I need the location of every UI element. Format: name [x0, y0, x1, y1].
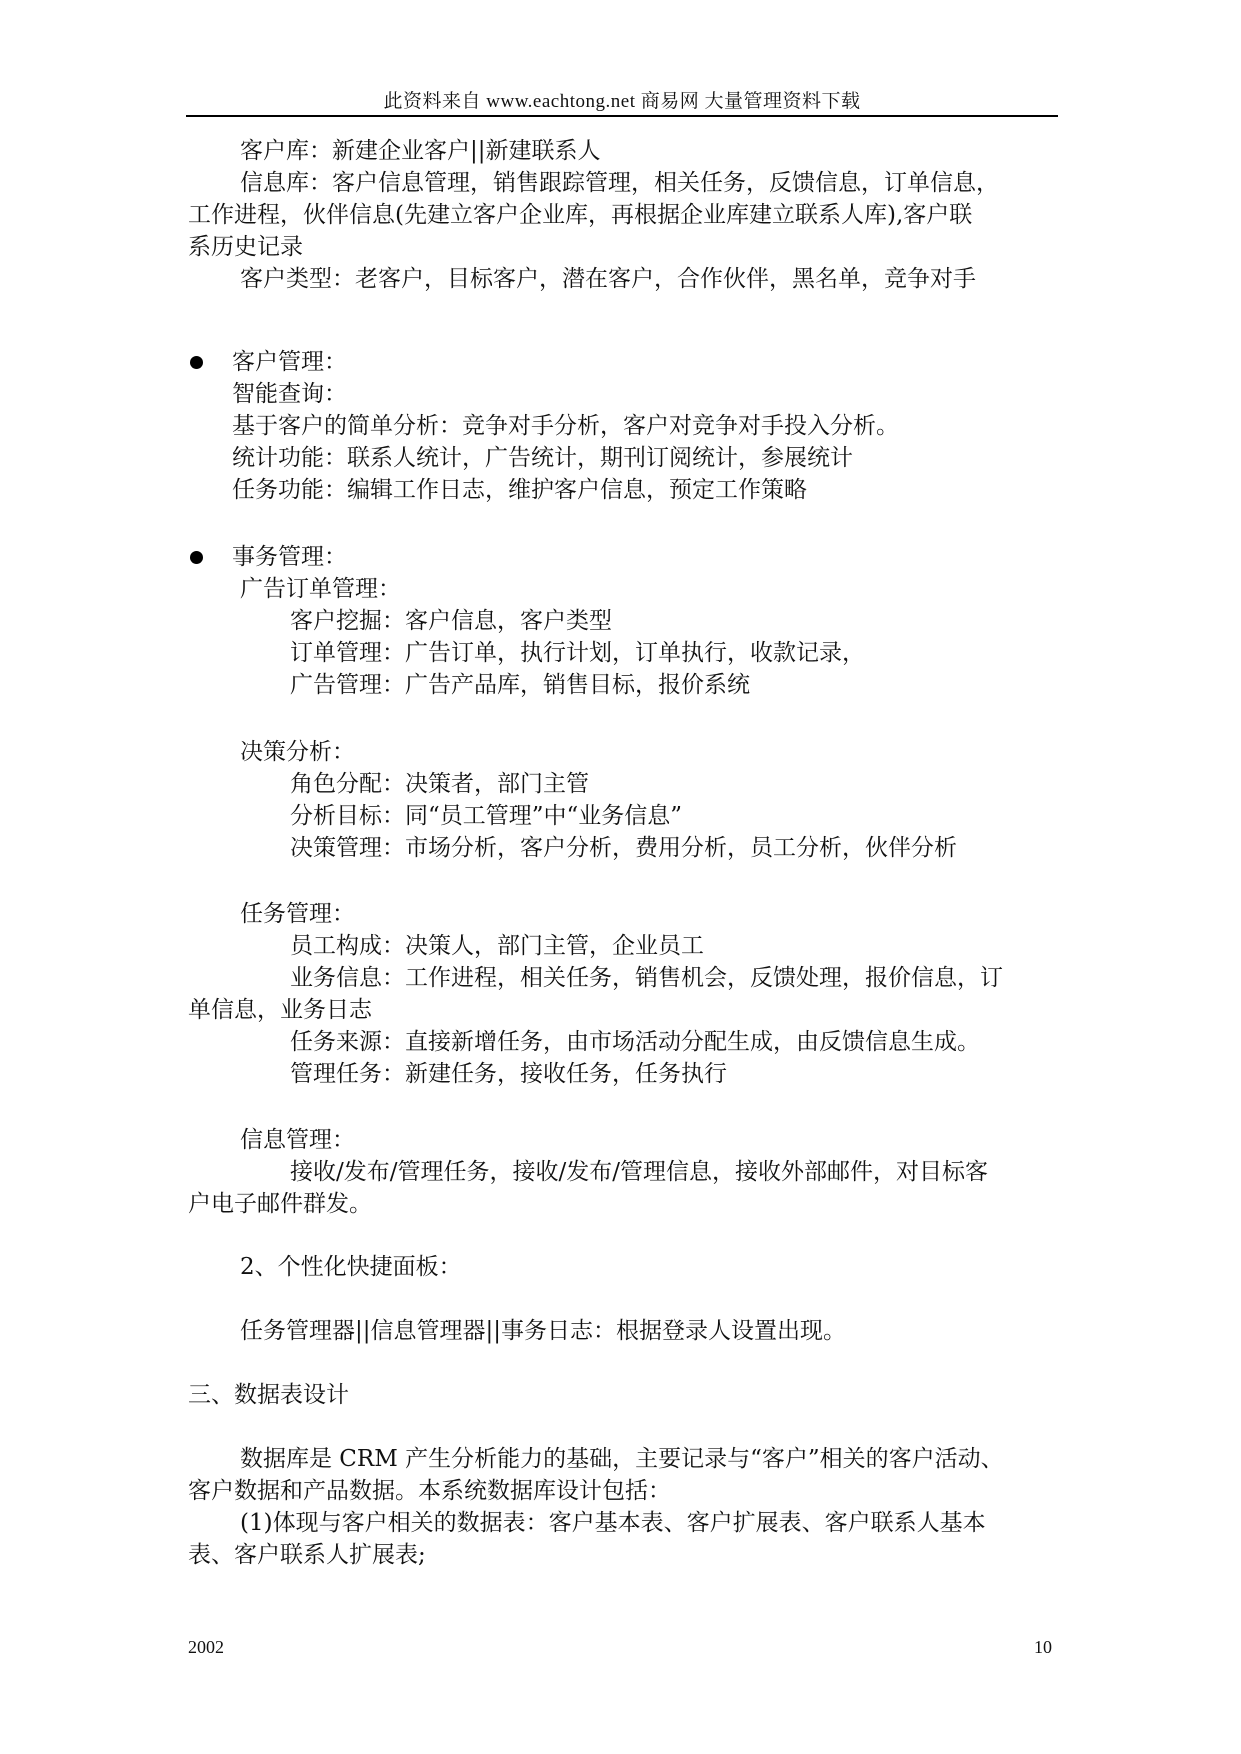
footer-year: 2002: [188, 1637, 224, 1657]
text-line: 户电子邮件群发。: [188, 1191, 372, 1217]
list-item: 智能查询：: [232, 381, 347, 407]
list-item: 任务功能：编辑工作日志，维护客户信息，预定工作策略: [232, 477, 807, 503]
text-line: 客户库：新建企业客户||新建联系人: [240, 138, 601, 164]
list-item: 角色分配：决策者，部门主管: [290, 771, 589, 797]
subsection-title: 信息管理：: [240, 1127, 355, 1153]
list-item: 订单管理：广告订单，执行计划，订单执行，收款记录，: [290, 640, 865, 666]
text-line: 工作进程，伙伴信息(先建立客户企业库，再根据企业库建立联系人库),客户联: [188, 202, 973, 228]
list-item: 任务来源：直接新增任务，由市场活动分配生成，由反馈信息生成。: [290, 1029, 980, 1055]
text-line: 任务管理器||信息管理器||事务日志：根据登录人设置出现。: [240, 1318, 846, 1344]
text-line: 接收/发布/管理任务，接收/发布/管理信息，接收外部邮件，对目标客: [290, 1159, 988, 1185]
list-item: 基于客户的简单分析：竞争对手分析，客户对竞争对手投入分析。: [232, 413, 899, 439]
subsection-title: 决策分析：: [240, 739, 355, 765]
list-item: 分析目标：同“员工管理”中“业务信息”: [290, 803, 683, 829]
list-item: 管理任务：新建任务，接收任务，任务执行: [290, 1061, 727, 1087]
list-item: 广告管理：广告产品库，销售目标，报价系统: [290, 672, 750, 698]
subsection-title: 广告订单管理：: [240, 576, 401, 602]
subsection-title: 任务管理：: [240, 901, 355, 927]
bullet-icon: [190, 356, 203, 369]
section-heading: 事务管理：: [232, 544, 347, 570]
header-divider: [186, 115, 1058, 117]
list-item: 决策管理：市场分析，客户分析，费用分析，员工分析，伙伴分析: [290, 835, 957, 861]
list-item: 统计功能：联系人统计，广告统计，期刊订阅统计，参展统计: [232, 445, 853, 471]
list-item: 业务信息：工作进程，相关任务，销售机会，反馈处理，报价信息，订: [290, 965, 1003, 991]
text-line: (1)体现与客户相关的数据表：客户基本表、客户扩展表、客户联系人基本: [240, 1510, 986, 1536]
subsection-title: 2、个性化快捷面板：: [240, 1254, 462, 1280]
list-item: 客户挖掘：客户信息，客户类型: [290, 608, 612, 634]
page-number: 10: [1034, 1637, 1052, 1657]
text-line: 客户类型：老客户，目标客户，潜在客户，合作伙伴，黑名单，竞争对手: [240, 266, 976, 292]
list-item: 员工构成：决策人，部门主管，企业员工: [290, 933, 704, 959]
header-text: 此资料来自 www.eachtong.net 商易网 大量管理资料下载: [383, 91, 861, 112]
section-heading: 三、数据表设计: [188, 1382, 349, 1408]
list-item: 单信息，业务日志: [188, 997, 372, 1023]
section-heading: 客户管理：: [232, 349, 347, 375]
bullet-icon: [190, 551, 203, 564]
text-line: 客户数据和产品数据。本系统数据库设计包括：: [188, 1478, 671, 1504]
text-line: 信息库：客户信息管理，销售跟踪管理，相关任务，反馈信息，订单信息，: [240, 170, 999, 196]
text-line: 数据库是 CRM 产生分析能力的基础，主要记录与“客户”相关的客户活动、: [240, 1446, 1004, 1472]
text-line: 系历史记录: [188, 234, 303, 260]
text-line: 表、客户联系人扩展表;: [188, 1542, 426, 1568]
